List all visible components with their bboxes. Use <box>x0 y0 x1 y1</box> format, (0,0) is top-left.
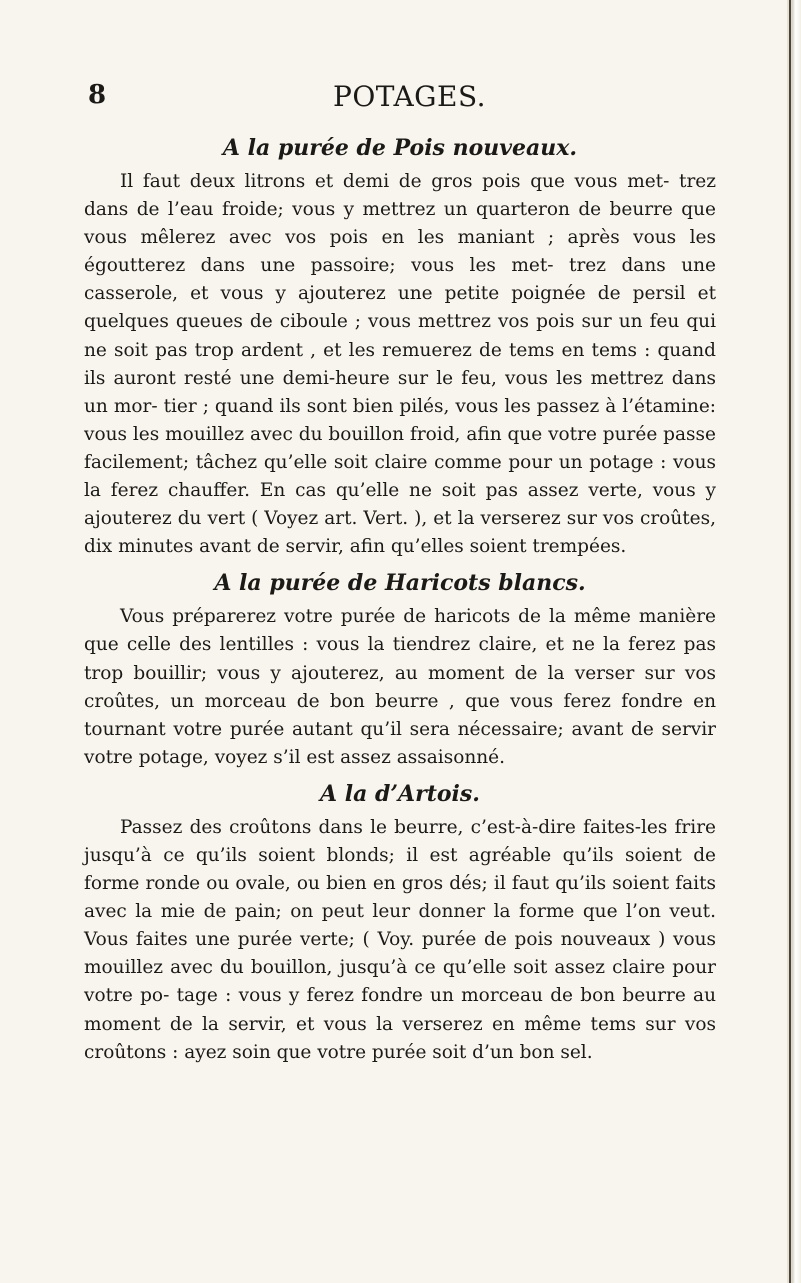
section-paragraph: Passez des croûtons dans le beurre, c’est-à-dire faites-les frire jusqu’à ce qu’ils soient blonds; il est agréable qu’ils soient de forme ronde ou ovale, ou bien en gros dés; il faut qu’ils soient faits avec la mie de pain; on peut leur donner la forme que l’on veut. Vous faites une purée verte; ( Voy. purée de pois nouveaux ) vous mouillez avec du bouillon, jusqu’à ce qu’elle soit assez claire pour votre po- tage : vous y ferez fondre un morceau de bon beurre au moment de la servir, et vous la verserez en même tems sur vos croûtons : ayez soin que votre purée soit d’un bon sel. <box>84 816 716 1063</box>
page-edge-line <box>789 0 791 1283</box>
page-header <box>88 80 718 120</box>
section-title: A la d’Artois. <box>320 780 480 807</box>
page-content <box>84 132 716 1073</box>
page-number: 8 <box>88 80 107 110</box>
section-title: A la purée de Haricots blancs. <box>214 570 586 597</box>
recipe-section-pois <box>84 132 716 561</box>
running-head: POTAGES. <box>333 80 487 113</box>
recipe-section-haricots <box>84 567 716 772</box>
section-paragraph: Vous préparerez votre purée de haricots de la même manière que celle des lentilles : vous la tiendrez claire, et ne la ferez pas trop bouillir; vous y ajouterez, au moment de la verser sur vos croûtes, un morceau de bon beurre , que vous ferez fondre en tournant votre purée autant qu’il sera nécessaire; avant de servir votre potage, voyez s’il est assez assaisonné. <box>84 606 716 768</box>
recipe-section-artois <box>84 778 716 1067</box>
section-paragraph: Il faut deux litrons et demi de gros pois que vous met- trez dans de l’eau froide; vous y mettrez un quarteron de beurre que vous mêlerez avec vos pois en les maniant ; après vous les égoutterez dans une passoire; vous les met- trez dans une casserole, et vous y ajouterez une petite poignée de persil et quelques queues de ciboule ; vous mettrez vos pois sur un feu qui ne soit pas trop ardent , et les remuerez de tems en tems : quand ils auront resté une demi-heure sur le feu, vous les mettrez dans un mor- tier ; quand ils sont bien pilés, vous les passez à l’étamine: vous les mouillez avec du bouillon froid, afin que votre purée passe facilement; tâchez qu’elle soit claire comme pour un potage : vous la ferez chauffer. En cas qu’elle ne soit pas assez verte, vous y ajouterez du vert ( Voyez art. Vert. ), et la verserez sur vos croûtes, dix minutes avant de servir, afin qu’elles soient trempées. <box>84 171 716 558</box>
section-title: A la purée de Pois nouveaux. <box>222 135 578 161</box>
